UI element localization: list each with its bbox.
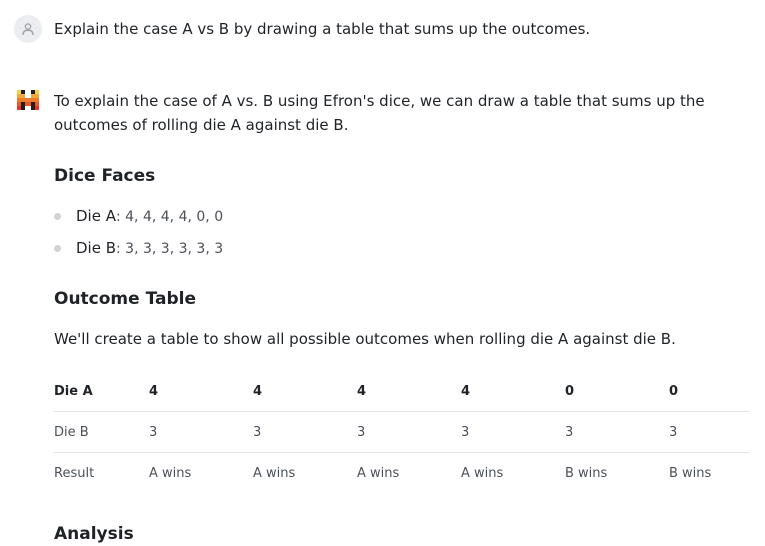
- outcome-table-heading: Outcome Table: [54, 289, 197, 309]
- table-cell: 3: [253, 412, 357, 453]
- table-cell: 3: [669, 412, 750, 453]
- table-header-cell: 4: [357, 371, 461, 412]
- table-cell: 3: [149, 412, 253, 453]
- table-header-cell: 4: [253, 371, 357, 412]
- list-item: [54, 235, 223, 267]
- die-values: : 4, 4, 4, 4, 0, 0: [115, 209, 224, 225]
- user-icon: [21, 22, 35, 36]
- table-header-cell: 4: [461, 371, 565, 412]
- table-cell: A wins: [149, 465, 192, 481]
- mistral-logo-icon: [17, 90, 39, 110]
- dice-faces-heading: Dice Faces: [54, 166, 156, 186]
- table-cell: A wins: [461, 465, 504, 481]
- table-header-cell: Die A: [54, 371, 149, 412]
- table-cell: B wins: [565, 465, 608, 481]
- user-message: Explain the case A vs B by drawing a table that sums up the outcomes.: [54, 20, 591, 38]
- assistant-intro: To explain the case of A vs. B using Efron's dice, we can draw a table that sums up the outcomes of rolling die A against die B.: [54, 92, 705, 134]
- assistant-message: [54, 89, 754, 544]
- table-cell: A wins: [253, 465, 296, 481]
- table-header-row: [54, 371, 750, 412]
- table-row: [54, 412, 750, 453]
- die-label: Die B: [76, 239, 117, 257]
- table-cell: Result: [54, 465, 95, 481]
- die-label: Die A: [76, 207, 116, 225]
- table-header-cell: 4: [149, 371, 253, 412]
- die-values: : 3, 3, 3, 3, 3, 3: [116, 241, 224, 257]
- bullet-icon: [54, 213, 61, 220]
- table-cell: Die B: [54, 412, 149, 453]
- table-cell: A wins: [357, 465, 400, 481]
- user-avatar: [14, 15, 42, 43]
- analysis-heading: Analysis: [54, 524, 134, 544]
- outcome-table: [54, 371, 750, 493]
- list-item: [54, 203, 223, 235]
- table-cell: 3: [461, 412, 565, 453]
- dice-faces-list: [54, 203, 223, 267]
- table-header-cell: 0: [669, 371, 750, 412]
- table-cell: 3: [357, 412, 461, 453]
- table-cell: 3: [565, 412, 669, 453]
- table-header-cell: 0: [565, 371, 669, 412]
- table-row: [54, 453, 750, 494]
- table-cell: B wins: [669, 465, 712, 481]
- bullet-icon: [54, 245, 61, 252]
- outcome-table-intro: We'll create a table to show all possible outcomes when rolling die A against die B.: [54, 330, 676, 348]
